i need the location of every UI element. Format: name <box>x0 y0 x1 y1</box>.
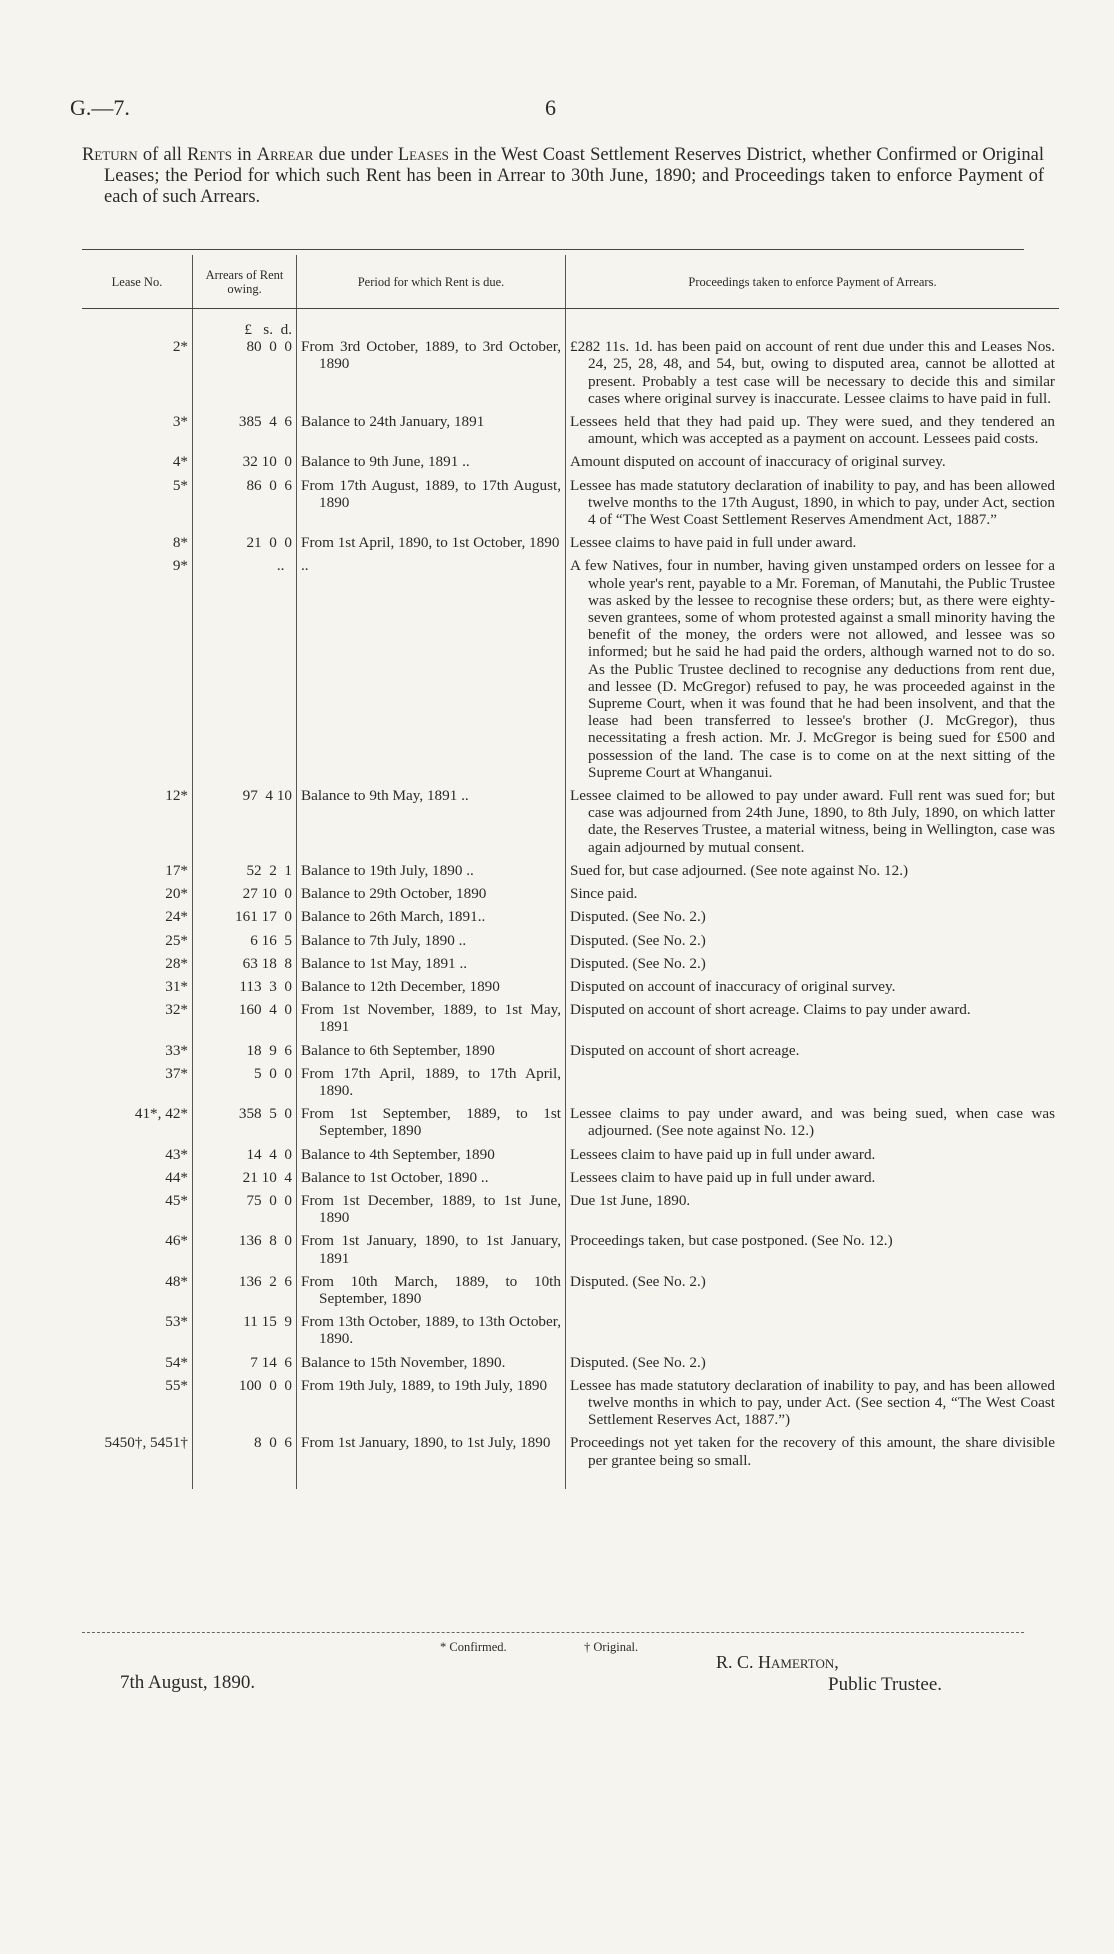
lease-no-cell: 53* <box>82 1313 193 1353</box>
proceedings-cell <box>566 413 1060 453</box>
lease-no-cell: 20* <box>82 885 193 908</box>
period-text: Balance to 26th March, 1891.. <box>301 908 486 926</box>
proceedings-cell <box>566 908 1060 931</box>
proceedings-cell <box>566 557 1060 787</box>
arrears-amount-cell: 113 3 0 <box>193 978 297 1001</box>
arrears-amount-cell: 136 8 0 <box>193 1232 297 1272</box>
units-cell-empty <box>82 321 193 338</box>
proceedings-cell <box>566 862 1060 885</box>
period-text: Balance to 1st October, 1890 .. <box>301 1168 489 1186</box>
proceedings-cell <box>566 1273 1060 1313</box>
header-period: Period for which Rent is due. <box>297 255 566 309</box>
arrears-amount-cell: .. <box>193 557 297 787</box>
proceedings-cell <box>566 1042 1060 1065</box>
period-cell <box>297 413 566 453</box>
proceedings-cell <box>566 978 1060 1001</box>
period-text: Balance to 9th June, 1891 .. <box>301 453 470 471</box>
lease-no-cell: 8* <box>82 534 193 557</box>
arrears-amount-cell: 160 4 0 <box>193 1001 297 1041</box>
period-text: Balance to 1st May, 1891 .. <box>301 954 468 972</box>
title-text-3: due under <box>313 145 398 165</box>
table-row <box>82 1192 1059 1232</box>
table-body <box>82 309 1059 1489</box>
period-text: From 1st November, 1889, to 1st May, 1891 <box>301 1001 561 1036</box>
period-text: From 1st January, 1890, to 1st July, 1890 <box>301 1434 551 1452</box>
period-text: From 10th March, 1889, to 10th September, 1890 <box>301 1272 561 1307</box>
proceedings-text: Lessee claims to have paid in full under award. <box>570 534 857 552</box>
proceedings-cell <box>566 534 1060 557</box>
period-cell <box>297 1232 566 1272</box>
document-title <box>82 145 1044 208</box>
period-cell <box>297 1192 566 1232</box>
top-rule <box>82 249 1024 250</box>
period-text: Balance to 7th July, 1890 .. <box>301 931 467 949</box>
period-cell <box>297 1273 566 1313</box>
period-cell <box>297 862 566 885</box>
table-row <box>82 557 1059 787</box>
proceedings-cell <box>566 885 1060 908</box>
table-row <box>82 534 1059 557</box>
spacer-cell <box>193 1475 297 1489</box>
title-word-arrear: Arrear <box>256 145 314 165</box>
proceedings-text: Disputed on account of inaccuracy of original survey. <box>570 977 896 995</box>
title-text-4: in the West Coast Settlement Reserves District, whether Confirmed or Original Leases; the Period for which such Rent has been in Arrear to 30th June, 1890; and Proceedings taken to enforce Payment of each of such Arrears. <box>104 145 1045 207</box>
lease-no-cell: 46* <box>82 1232 193 1272</box>
period-text: From 3rd October, 1889, to 3rd October, 1890 <box>301 338 561 373</box>
lease-no-cell: 17* <box>82 862 193 885</box>
period-cell <box>297 932 566 955</box>
proceedings-text: Lessee has made statutory declaration of inability to pay, and has been allowed twelve months in which to pay, under Act. (See section 4, “The West Coast Settlement Reserves Act, 1887.”) <box>570 1376 1055 1429</box>
lease-no-cell: 33* <box>82 1042 193 1065</box>
lease-no-cell: 5* <box>82 477 193 535</box>
table-row <box>82 908 1059 931</box>
title-word-return: Return <box>82 145 138 165</box>
spacer-cell <box>566 1475 1060 1489</box>
table-row <box>82 1001 1059 1041</box>
proceedings-text: Lessee has made statutory declaration of inability to pay, and has been allowed twelve months to the 17th August, 1890, in which to pay, under Act, section 4 of “The West Coast Settlement Reserves Amendment Act, 1887.” <box>570 476 1055 529</box>
spacer-cell <box>82 1475 193 1489</box>
lease-no-cell: 54* <box>82 1354 193 1377</box>
period-cell <box>297 557 566 787</box>
period-cell <box>297 978 566 1001</box>
table-row <box>82 787 1059 862</box>
proceedings-text: Proceedings taken, but case postponed. (See No. 12.) <box>570 1232 893 1250</box>
currency-units-row <box>82 321 1059 338</box>
arrears-amount-cell: 385 4 6 <box>193 413 297 453</box>
period-cell <box>297 1377 566 1435</box>
table-row <box>82 1042 1059 1065</box>
report-code: G.—7. <box>70 95 130 120</box>
proceedings-text: Disputed. (See No. 2.) <box>570 954 706 972</box>
footnote-confirmed: * Confirmed. <box>440 1640 507 1654</box>
lease-no-cell: 2* <box>82 338 193 413</box>
lease-no-cell: 28* <box>82 955 193 978</box>
table-row <box>82 932 1059 955</box>
lease-no-cell: 9* <box>82 557 193 787</box>
period-text: From 1st April, 1890, to 1st October, 1890 <box>301 534 560 552</box>
proceedings-text: Disputed. (See No. 2.) <box>570 931 706 949</box>
arrears-amount-cell: 97 4 10 <box>193 787 297 862</box>
spacer-cell <box>297 1475 566 1489</box>
period-text: Balance to 9th May, 1891 .. <box>301 787 469 805</box>
proceedings-cell <box>566 453 1060 476</box>
page-number: 6 <box>545 95 556 120</box>
proceedings-text: Lessee claimed to be allowed to pay under award. Full rent was sued for; but case was adjourned from 24th June, 1890, to 8th July, 1890, on which latter date, the Reserves Trustee, a material witness, being in Wellington, case was again adjourned by mutual consent. <box>570 787 1055 856</box>
arrears-amount-cell: 11 15 9 <box>193 1313 297 1353</box>
proceedings-text: Sued for, but case adjourned. (See note against No. 12.) <box>570 861 909 879</box>
period-text: From 1st January, 1890, to 1st January, 1891 <box>301 1232 561 1267</box>
proceedings-cell <box>566 477 1060 535</box>
arrears-amount-cell: 136 2 6 <box>193 1273 297 1313</box>
period-text: From 1st September, 1889, to 1st September, 1890 <box>301 1105 561 1140</box>
period-cell <box>297 477 566 535</box>
table-row <box>82 862 1059 885</box>
period-text: Balance to 19th July, 1890 .. <box>301 861 474 879</box>
proceedings-cell <box>566 1232 1060 1272</box>
proceedings-text: Lessees claim to have paid up in full under award. <box>570 1168 876 1186</box>
arrears-amount-cell: 161 17 0 <box>193 908 297 931</box>
period-cell <box>297 1434 566 1474</box>
proceedings-cell <box>566 787 1060 862</box>
proceedings-text: Disputed. (See No. 2.) <box>570 1272 706 1290</box>
units-cell-empty <box>297 321 566 338</box>
proceedings-text: A few Natives, four in number, having given unstamped orders on lessee for a whole year's rent, payable to a Mr. Foreman, of Manutahi, the Public Trustee was asked by the lessee to recognise these orders; but, as there were eighty-seven grantees, some of whom protested against a small minority having the benefit of the money, the orders were not allowed, and lessee was so informed; but he said he had paid the orders, although warned not to do so. As the Public Trustee declined to recognise any deductions from rent due, and lessee (D. McGregor) refused to pay, he was proceeded against in the Supreme Court, when it was found that he had been insolvent, and that the lease had been transferred to lessee's brother (J. McGregor), thus necessitating a fresh action. Mr. J. McGregor is being sued for £500 and possession of the land. The case is to come on at the next sitting of the Supreme Court at Whanganui. <box>570 557 1055 781</box>
period-cell <box>297 1169 566 1192</box>
table-row <box>82 338 1059 413</box>
table-row <box>82 1354 1059 1377</box>
period-text: From 1st December, 1889, to 1st June, 1890 <box>301 1191 561 1227</box>
proceedings-text: Lessees held that they had paid up. They were sued, and they tendered an amount, which was accepted as a payment on account. Lessees paid costs. <box>570 413 1055 448</box>
proceedings-cell <box>566 1001 1060 1041</box>
arrears-amount-cell: 27 10 0 <box>193 885 297 908</box>
proceedings-cell <box>566 932 1060 955</box>
period-cell <box>297 1354 566 1377</box>
period-text: Balance to 15th November, 1890. <box>301 1353 506 1371</box>
bottom-rule <box>82 1632 1024 1633</box>
lease-no-cell: 24* <box>82 908 193 931</box>
proceedings-cell <box>566 1434 1060 1474</box>
header-arrears: Arrears of Rent owing. <box>193 255 297 309</box>
lease-no-cell: 31* <box>82 978 193 1001</box>
period-text: .. <box>301 557 309 575</box>
proceedings-text: Amount disputed on account of inaccuracy of original survey. <box>570 453 946 471</box>
proceedings-text: Lessee claims to pay under award, and was being sued, when case was adjourned. (See note against No. 12.) <box>570 1105 1055 1140</box>
proceedings-cell <box>566 1146 1060 1169</box>
lease-no-cell: 32* <box>82 1001 193 1041</box>
table-row <box>82 1377 1059 1435</box>
signatory-name: R. C. Hamerton, <box>716 1652 839 1672</box>
period-cell <box>297 338 566 413</box>
period-cell <box>297 1001 566 1041</box>
arrears-amount-cell: 32 10 0 <box>193 453 297 476</box>
period-text: From 17th August, 1889, to 17th August, 1890 <box>301 476 561 511</box>
proceedings-cell <box>566 1105 1060 1145</box>
arrears-amount-cell: 80 0 0 <box>193 338 297 413</box>
period-cell <box>297 1065 566 1105</box>
proceedings-cell <box>566 1192 1060 1232</box>
proceedings-text: Disputed on account of short acreage. Claims to pay under award. <box>570 1001 971 1019</box>
arrears-amount-cell: 63 18 8 <box>193 955 297 978</box>
period-text: From 19th July, 1889, to 19th July, 1890 <box>301 1376 548 1394</box>
period-text: Balance to 4th September, 1890 <box>301 1145 495 1163</box>
table-row <box>82 413 1059 453</box>
arrears-amount-cell: 21 10 4 <box>193 1169 297 1192</box>
period-cell <box>297 1313 566 1353</box>
arrears-amount-cell: 14 4 0 <box>193 1146 297 1169</box>
currency-units: £ s. d. <box>193 321 297 338</box>
proceedings-text: Disputed. (See No. 2.) <box>570 1353 706 1371</box>
table-row <box>82 1105 1059 1145</box>
proceedings-text: Since paid. <box>570 885 638 903</box>
table-header-row <box>82 255 1059 309</box>
table-row <box>82 1232 1059 1272</box>
proceedings-text: Disputed. (See No. 2.) <box>570 908 706 926</box>
period-text: Balance to 24th January, 1891 <box>301 413 485 431</box>
title-text-2: in <box>231 145 257 165</box>
spacer-row <box>82 1475 1059 1489</box>
period-text: Balance to 29th October, 1890 <box>301 885 487 903</box>
period-text: Balance to 12th December, 1890 <box>301 977 500 995</box>
title-word-leases: Leases <box>397 145 449 165</box>
period-cell <box>297 1105 566 1145</box>
arrears-amount-cell: 75 0 0 <box>193 1192 297 1232</box>
table-row <box>82 885 1059 908</box>
proceedings-text: Proceedings not yet taken for the recovery of this amount, the share divisible per grantee being so small. <box>570 1434 1055 1469</box>
proceedings-text: Disputed on account of short acreage. <box>570 1041 800 1059</box>
arrears-amount-cell: 8 0 6 <box>193 1434 297 1474</box>
header-lease-no: Lease No. <box>82 255 193 309</box>
arrears-amount-cell: 52 2 1 <box>193 862 297 885</box>
arrears-amount-cell: 6 16 5 <box>193 932 297 955</box>
period-text: From 17th April, 1889, to 17th April, 1890. <box>301 1064 561 1099</box>
arrears-amount-cell: 18 9 6 <box>193 1042 297 1065</box>
header-proceedings: Proceedings taken to enforce Payment of Arrears. <box>566 255 1060 309</box>
spacer-cell <box>566 309 1060 322</box>
spacer-cell <box>82 309 193 322</box>
lease-no-cell: 48* <box>82 1273 193 1313</box>
spacer-cell <box>193 309 297 322</box>
lease-no-cell: 12* <box>82 787 193 862</box>
table-row <box>82 1065 1059 1105</box>
period-cell <box>297 534 566 557</box>
arrears-amount-cell: 86 0 6 <box>193 477 297 535</box>
period-cell <box>297 908 566 931</box>
lease-no-cell: 4* <box>82 453 193 476</box>
proceedings-cell <box>566 1354 1060 1377</box>
signatory-title: Public Trustee. <box>828 1674 943 1695</box>
arrears-table <box>82 255 1059 1489</box>
proceedings-cell <box>566 1313 1060 1353</box>
arrears-amount-cell: 358 5 0 <box>193 1105 297 1145</box>
period-cell <box>297 955 566 978</box>
lease-no-cell: 25* <box>82 932 193 955</box>
proceedings-cell <box>566 338 1060 413</box>
period-text: Balance to 6th September, 1890 <box>301 1041 495 1059</box>
units-cell-empty <box>566 321 1060 338</box>
period-text: From 13th October, 1889, to 13th October, 1890. <box>301 1313 561 1348</box>
table-row <box>82 978 1059 1001</box>
proceedings-text: Due 1st June, 1890. <box>570 1191 691 1209</box>
footnote-original: † Original. <box>584 1640 639 1654</box>
lease-no-cell: 5450†, 5451† <box>82 1434 193 1474</box>
proceedings-cell <box>566 1065 1060 1105</box>
title-word-rents: Rents <box>187 145 232 165</box>
table-row <box>82 955 1059 978</box>
lease-no-cell: 44* <box>82 1169 193 1192</box>
lease-no-cell: 43* <box>82 1146 193 1169</box>
arrears-amount-cell: 100 0 0 <box>193 1377 297 1435</box>
document-date: 7th August, 1890. <box>120 1672 256 1693</box>
period-cell <box>297 885 566 908</box>
period-cell <box>297 1042 566 1065</box>
lease-no-cell: 55* <box>82 1377 193 1435</box>
arrears-amount-cell: 5 0 0 <box>193 1065 297 1105</box>
proceedings-text: Lessees claim to have paid up in full under award. <box>570 1145 876 1163</box>
proceedings-cell <box>566 1377 1060 1435</box>
lease-no-cell: 37* <box>82 1065 193 1105</box>
table-row <box>82 1273 1059 1313</box>
period-cell <box>297 453 566 476</box>
table-row <box>82 1146 1059 1169</box>
arrears-amount-cell: 21 0 0 <box>193 534 297 557</box>
title-text-1: of all <box>137 145 188 165</box>
lease-no-cell: 3* <box>82 413 193 453</box>
spacer-row <box>82 309 1059 322</box>
arrears-amount-cell: 7 14 6 <box>193 1354 297 1377</box>
table-row <box>82 453 1059 476</box>
proceedings-cell <box>566 955 1060 978</box>
proceedings-text: £282 11s. 1d. has been paid on account of rent due under this and Leases Nos. 24, 25, 28, 48, and 54, but, owing to disputed area, cannot be allotted at present. Probably a test case will be necessary to decide this and similar cases where original survey is inaccurate. Lessee claims to have paid in full. <box>570 338 1055 407</box>
table-row <box>82 1169 1059 1192</box>
proceedings-cell <box>566 1169 1060 1192</box>
lease-no-cell: 45* <box>82 1192 193 1232</box>
table-row <box>82 477 1059 535</box>
table-row <box>82 1434 1059 1474</box>
period-cell <box>297 1146 566 1169</box>
table-row <box>82 1313 1059 1353</box>
period-cell <box>297 787 566 862</box>
lease-no-cell: 41*, 42* <box>82 1105 193 1145</box>
spacer-cell <box>297 309 566 322</box>
